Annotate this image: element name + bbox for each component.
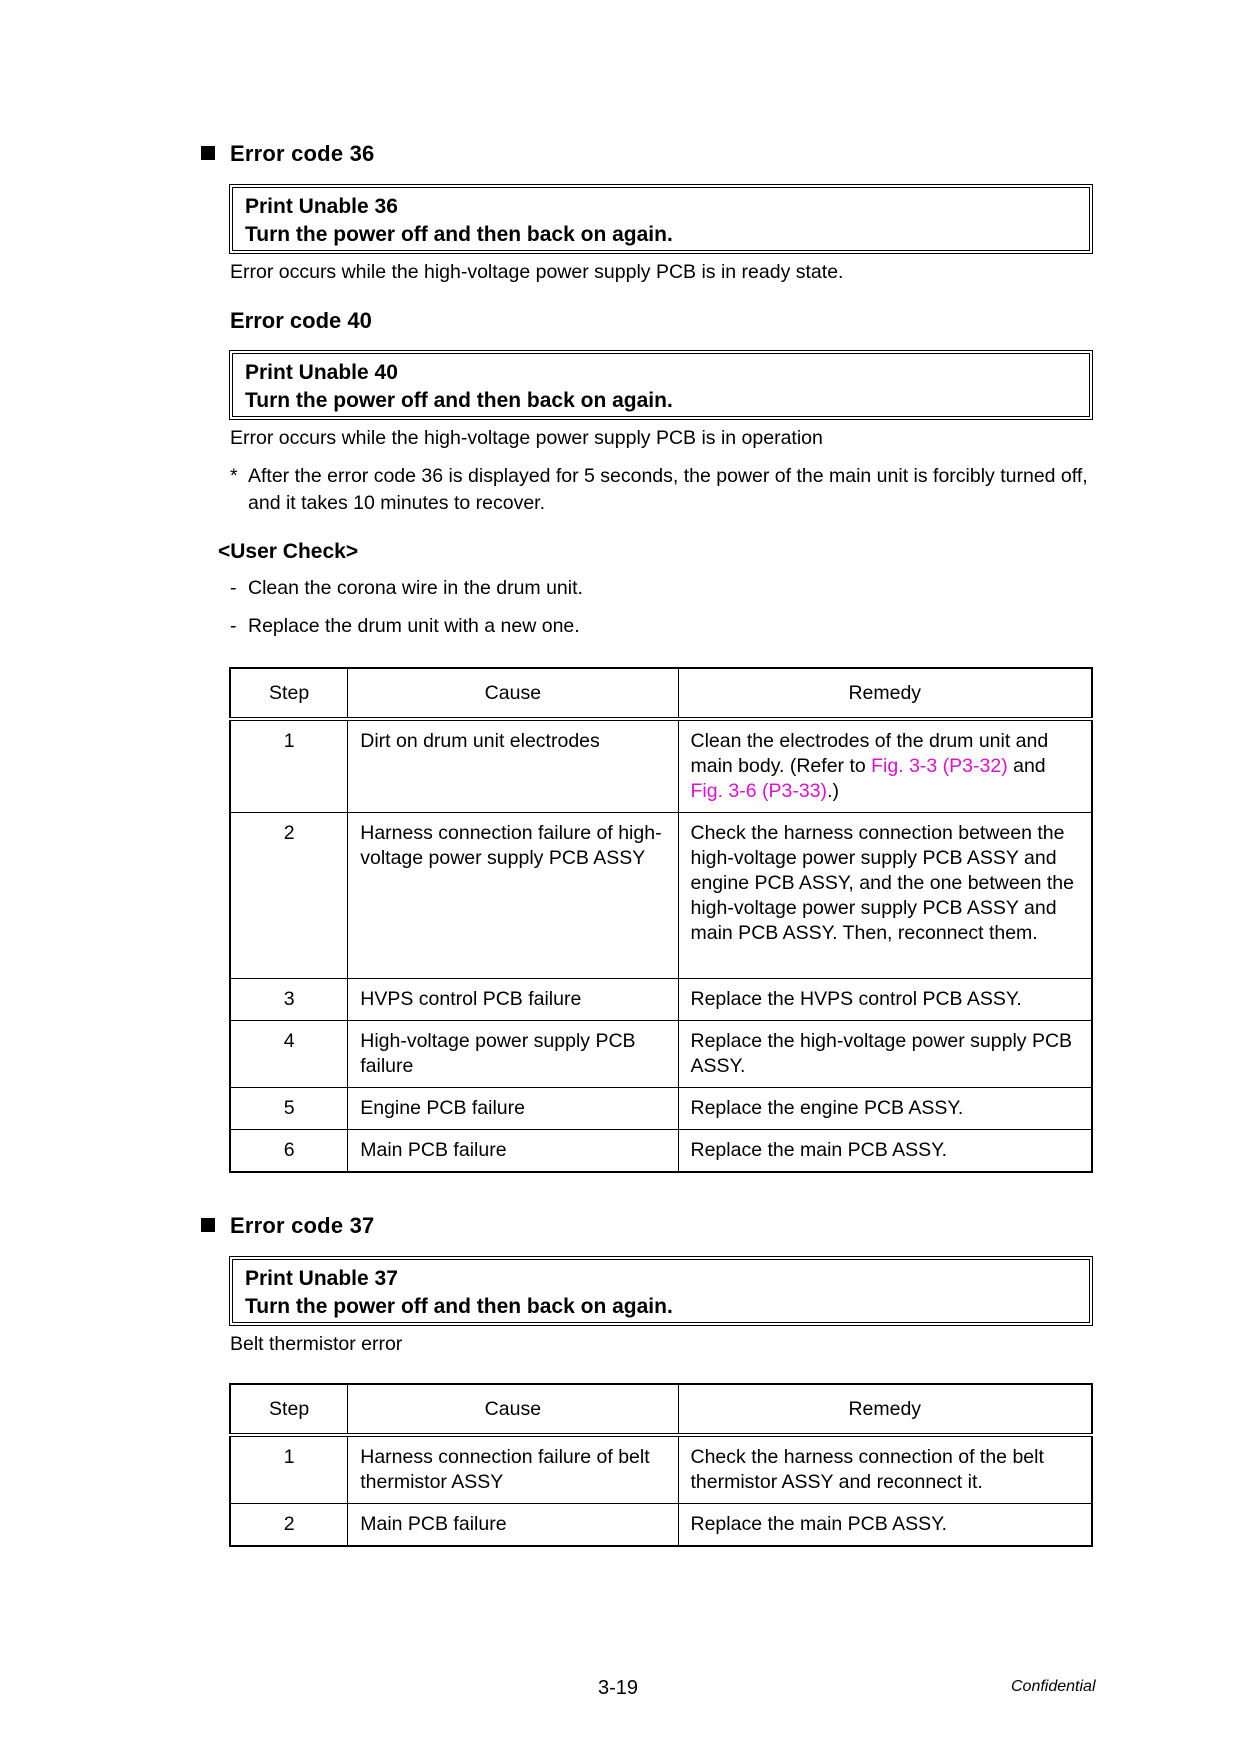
remedy-cell: Check the harness connection of the belt thermistor ASSY and reconnect it. <box>678 1435 1092 1504</box>
cause-cell: Main PCB failure <box>348 1504 678 1547</box>
header-cause: Cause <box>348 1384 678 1435</box>
table-row <box>230 979 1092 1021</box>
step-cell: 6 <box>230 1130 348 1173</box>
section-heading-error-37 <box>201 1213 374 1239</box>
cause-cell: HVPS control PCB failure <box>348 979 678 1021</box>
section-heading-error-36 <box>201 141 374 167</box>
table-row <box>230 1504 1092 1547</box>
remedy-cell: Check the harness connection between the high-voltage power supply PCB ASSY and engine PCB ASSY, and the one between the high-voltage power supply PCB ASSY and main PCB ASSY. Then, reconnect them. <box>678 813 1092 979</box>
header-remedy: Remedy <box>678 1384 1092 1435</box>
remedy-cell: Replace the main PCB ASSY. <box>678 1504 1092 1547</box>
user-check-item: - Replace the drum unit with a new one. <box>230 615 580 637</box>
figure-link-3-6[interactable]: Fig. 3-6 (P3-33) <box>690 780 828 802</box>
message-line-2: Turn the power off and then back on again. <box>245 389 673 412</box>
message-line-1: Print Unable 40 <box>245 361 398 384</box>
error-description-36: Error occurs while the high-voltage power supply PCB is in ready state. <box>230 261 844 283</box>
table-row <box>230 1435 1092 1504</box>
figure-link-3-3[interactable]: Fig. 3-3 (P3-32) <box>871 755 1008 777</box>
table-row <box>230 719 1092 813</box>
cause-cell: Engine PCB failure <box>348 1088 678 1130</box>
remedy-cell: Replace the engine PCB ASSY. <box>678 1088 1092 1130</box>
user-check-title: <User Check> <box>218 540 359 563</box>
dash-bullet: - <box>230 577 237 599</box>
step-cell: 3 <box>230 979 348 1021</box>
table-header-row <box>230 668 1092 719</box>
step-cell: 5 <box>230 1088 348 1130</box>
header-cause: Cause <box>348 668 678 719</box>
remedy-cell: Clean the electrodes of the drum unit and main body. (Refer to Fig. 3-3 (P3-32) and Fig. 3-6 (P3-33).) <box>678 719 1092 813</box>
lcd-message-box-37 <box>229 1256 1093 1326</box>
square-bullet-icon <box>201 1218 215 1232</box>
troubleshooting-table-37 <box>229 1383 1093 1547</box>
lcd-message-box-40 <box>229 350 1093 420</box>
troubleshooting-table-36-40 <box>229 667 1093 1173</box>
step-cell: 4 <box>230 1021 348 1088</box>
note-asterisk: * <box>230 465 238 487</box>
step-cell: 1 <box>230 719 348 813</box>
remedy-cell: Replace the HVPS control PCB ASSY. <box>678 979 1092 1021</box>
page-number: 3-19 <box>598 1677 639 1699</box>
message-line-2: Turn the power off and then back on again. <box>245 1295 673 1318</box>
square-bullet-icon <box>201 146 215 160</box>
dash-bullet: - <box>230 615 237 637</box>
header-remedy: Remedy <box>678 668 1092 719</box>
step-cell: 2 <box>230 813 348 979</box>
user-check-item: - Clean the corona wire in the drum unit. <box>230 577 583 599</box>
cause-cell: Dirt on drum unit electrodes <box>348 719 678 813</box>
header-step: Step <box>230 1384 348 1435</box>
note <box>230 463 1090 517</box>
cause-cell: Harness connection failure of high-voltage power supply PCB ASSY <box>348 813 678 979</box>
header-step: Step <box>230 668 348 719</box>
message-line-1: Print Unable 36 <box>245 195 398 218</box>
step-cell: 1 <box>230 1435 348 1504</box>
cause-cell: High-voltage power supply PCB failure <box>348 1021 678 1088</box>
section-heading-error-40: Error code 40 <box>230 308 372 333</box>
remedy-cell: Replace the high-voltage power supply PCB ASSY. <box>678 1021 1092 1088</box>
table-row <box>230 1021 1092 1088</box>
table-row <box>230 1130 1092 1173</box>
note-text: After the error code 36 is displayed for 5 seconds, the power of the main unit is forcibly turned off, and it takes 10 minutes to recover. <box>248 465 1088 514</box>
cause-cell: Harness connection failure of belt thermistor ASSY <box>348 1435 678 1504</box>
error-description-40: Error occurs while the high-voltage power supply PCB is in operation <box>230 427 823 449</box>
confidential-label: Confidential <box>1011 1678 1096 1695</box>
table-row <box>230 813 1092 979</box>
table-row <box>230 1088 1092 1130</box>
cause-cell: Main PCB failure <box>348 1130 678 1173</box>
message-line-1: Print Unable 37 <box>245 1267 398 1290</box>
remedy-cell: Replace the main PCB ASSY. <box>678 1130 1092 1173</box>
table-header-row <box>230 1384 1092 1435</box>
message-line-2: Turn the power off and then back on again. <box>245 223 673 246</box>
error-description-37: Belt thermistor error <box>230 1333 403 1355</box>
heading-text: Error code 37 <box>230 1213 375 1238</box>
lcd-message-box-36 <box>229 184 1093 254</box>
step-cell: 2 <box>230 1504 348 1547</box>
heading-text: Error code 36 <box>230 141 375 166</box>
